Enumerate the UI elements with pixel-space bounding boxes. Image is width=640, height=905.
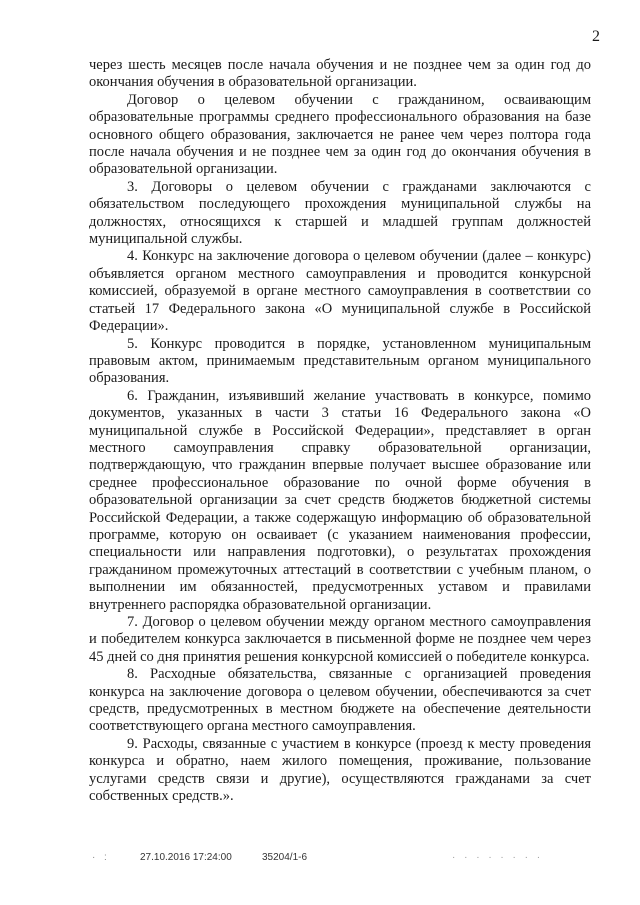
footer-doc-number: 35204/1-6 <box>262 852 308 863</box>
document-body <box>89 57 591 805</box>
scan-dots: · · · · · · · · <box>452 852 544 863</box>
paragraph-3: 3. Договоры о целевом обучении с гражданами заключаются с обязательством последующего прохождения муниципальной службы на должностях, относящихся к старшей и младшей группам должностей муниципальной службы. <box>89 178 591 248</box>
paragraph-4: 4. Конкурс на заключение договора о целевом обучении (далее – конкурс) объявляется органом местного самоуправления и проводится конкурсной комиссией, образуемой в органе местного самоуправления в соответствии со статьей 17 Федерального закона «О муниципальной службе в Российской Федерации». <box>89 248 591 335</box>
paragraph-8: 8. Расходные обязательства, связанные с организацией проведения конкурса на заключение договора о целевом обучении, обеспечиваются за счет средств, предусмотренных в местном бюджете на обеспечение деятельности соответствующего органа местного самоуправления. <box>89 666 591 735</box>
scan-mark: · <box>92 852 96 863</box>
footer-timestamp: 27.10.2016 17:24:00 <box>140 852 232 863</box>
paragraph-7: 7. Договор о целевом обучении между органом местного самоуправления и победителем конкурса заключается в письменной форме не позднее чем через 45 дней со дня принятия решения конкурсной комиссией о победителе конкурса. <box>89 614 591 665</box>
paragraph-continuation: через шесть месяцев после начала обучения и не позднее чем за один год до окончания обучения в образовательной организации. <box>89 57 591 91</box>
paragraph-6: 6. Гражданин, изъявивший желание участвовать в конкурсе, помимо документов, указанных в части 3 статьи 16 Федерального закона «О муниципальной службе в Российской Федерации», представляет в орган местного самоуправления справку образовательной организации, подтверждающую, что гражданин впервые получает высшее образование или среднее профессиональное образование по очной форме обучения в образовательной организации за счет средств бюджетов бюджетной системы Российской Федерации, а также содержащую информацию об образовательной программе, которую он осваивает (с указанием наименования профессии, специальности или направления подготовки), о результатах прохождения гражданином промежуточных аттестаций в соответствии с учебным планом, о выполнении им обязанностей, предусмотренных уставом и правилами внутреннего распорядка образовательной организации. <box>89 387 591 613</box>
footer <box>0 852 640 872</box>
paragraph-9: 9. Расходы, связанные с участием в конкурсе (проезд к месту проведения конкурса и обратно, наем жилого помещения, проживание, пользование услугами средств связи и другие), осуществляются гражданами за счет собственных средств.». <box>89 735 591 805</box>
scan-mark: : <box>104 852 107 863</box>
paragraph-contract-spo: Договор о целевом обучении с гражданином, осваивающим образовательные программы среднего профессионального образования на базе основного общего образования, заключается не ранее чем через полтора года после начала обучения и не позднее чем за один год до окончания обучения в образовательной организации. <box>89 91 591 178</box>
page-number: 2 <box>592 28 600 45</box>
paragraph-5: 5. Конкурс проводится в порядке, установленном муниципальным правовым актом, принимаемым представительным органом муниципального образования. <box>89 335 591 387</box>
